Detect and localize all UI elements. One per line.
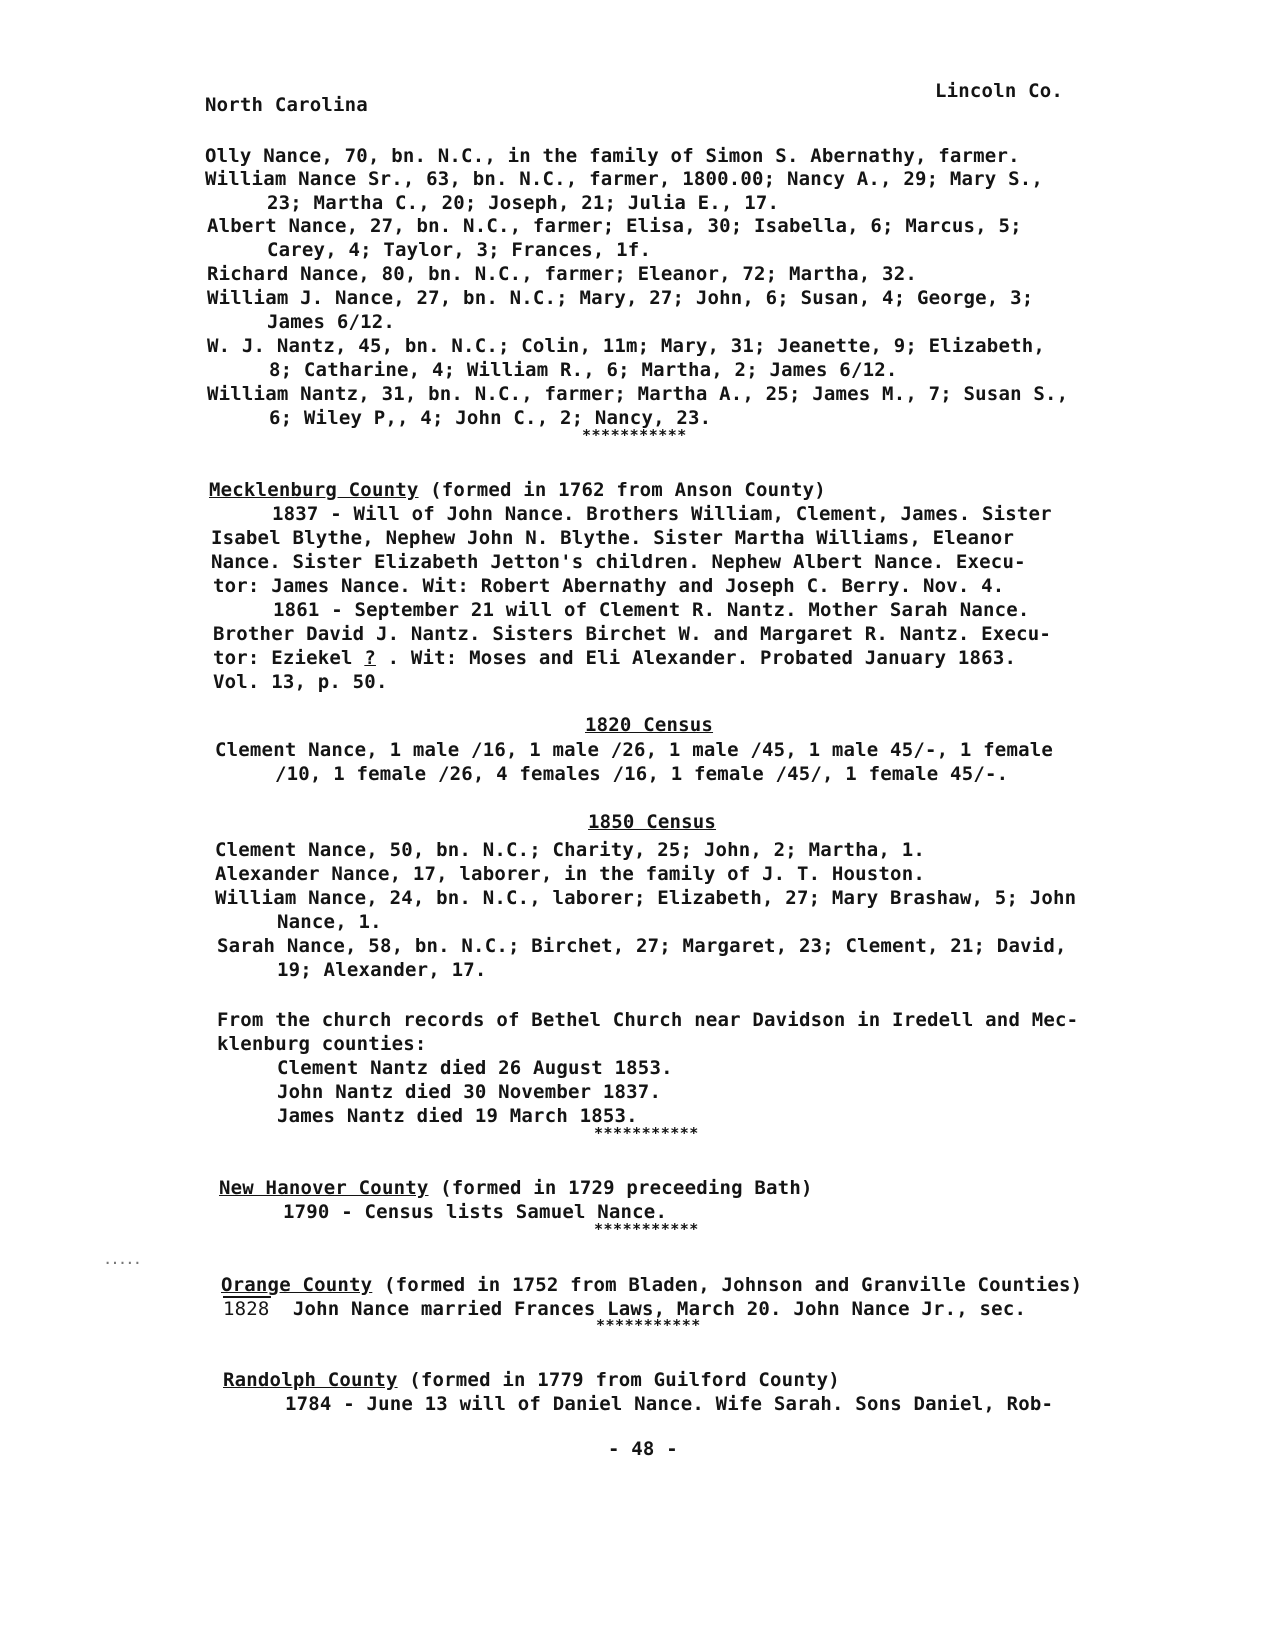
census-line: Clement Nance, 50, bn. N.C.; Charity, 25; John, 2; Martha, 1. [215, 839, 925, 861]
census-line: Alexander Nance, 17, laborer, in the family of J. T. Houston. [215, 863, 925, 885]
lincoln-line: William Nance Sr., 63, bn. N.C., farmer, 1800.00; Nancy A., 29; Mary S., [205, 168, 1044, 190]
census-1820-title: 1820 Census [585, 714, 714, 736]
census-line: William Nance, 24, bn. N.C., laborer; Elizabeth, 27; Mary Brashaw, 5; John [215, 887, 1077, 909]
will-line [213, 646, 1016, 670]
census-line: Nance, 1. [277, 911, 382, 933]
county-formed: (formed in 1752 from Bladen, Johnson and Granville Counties) [372, 1274, 1083, 1296]
mecklenburg-heading [209, 478, 826, 502]
page-number: - 48 - [608, 1438, 678, 1460]
census-line: Sarah Nance, 58, bn. N.C.; Birchet, 27; Margaret, 23; Clement, 21; David, [217, 935, 1067, 957]
lincoln-line: W. J. Nantz, 45, bn. N.C.; Colin, 11m; Mary, 31; Jeanette, 9; Elizabeth, [207, 335, 1046, 357]
randolph-heading [223, 1368, 840, 1392]
header-county: Lincoln Co. [935, 80, 1064, 102]
lincoln-line: 6; Wiley P,, 4; John C., 2; Nancy, 23. [269, 407, 712, 429]
will-line: 1861 - September 21 will of Clement R. Nantz. Mother Sarah Nance. [273, 599, 1030, 621]
lincoln-line: Carey, 4; Taylor, 3; Frances, 1f. [267, 239, 652, 261]
county-formed: (formed in 1762 from Anson County) [418, 479, 826, 501]
header-state: North Carolina [205, 94, 368, 116]
census-line: Clement Nance, 1 male /16, 1 male /26, 1 male /45, 1 male 45/-, 1 female [215, 739, 1054, 761]
section-separator: *********** [582, 426, 687, 444]
church-line: James Nantz died 19 March 1853. [277, 1105, 638, 1127]
will-text: . Wit: Moses and Eli Alexander. Probated January 1863. [375, 647, 1017, 669]
marriage-year: 1828 [223, 1298, 270, 1320]
county-name: Mecklenburg County [209, 479, 419, 501]
church-line: Clement Nantz died 26 August 1853. [277, 1057, 673, 1079]
will-line: Nance. Sister Elizabeth Jetton's children. Nephew Albert Nance. Execu- [211, 551, 1026, 573]
lincoln-line: James 6/12. [267, 311, 396, 333]
county-name: New Hanover County [219, 1177, 429, 1199]
county-formed: (formed in 1729 preceeding Bath) [428, 1177, 813, 1199]
will-line: tor: James Nance. Wit: Robert Abernathy and Joseph C. Berry. Nov. 4. [213, 575, 1005, 597]
church-line: From the church records of Bethel Church near Davidson in Iredell and Mec- [217, 1009, 1079, 1031]
will-text: tor: Eziekel [213, 647, 365, 669]
church-line: klenburg counties: [217, 1033, 427, 1055]
will-line: Vol. 13, p. 50. [213, 671, 388, 693]
unknown-name-blank: ? [364, 647, 376, 669]
lincoln-line: 8; Catharine, 4; William R., 6; Martha, 2; James 6/12. [269, 359, 898, 381]
county-name: Randolph County [223, 1369, 398, 1391]
section-separator: *********** [594, 1220, 699, 1238]
lincoln-line: 23; Martha C., 20; Joseph, 21; Julia E., 17. [267, 192, 780, 214]
margin-mark: ..... [104, 1253, 142, 1267]
will-line: Brother David J. Nantz. Sisters Birchet W. and Margaret R. Nantz. Execu- [213, 623, 1052, 645]
will-line: 1837 - Will of John Nance. Brothers William, Clement, James. Sister [272, 503, 1052, 525]
will-line: Isabel Blythe, Nephew John N. Blythe. Sister Martha Williams, Eleanor [211, 527, 1015, 549]
county-formed: (formed in 1779 from Guilford County) [397, 1369, 840, 1391]
new-hanover-heading [219, 1176, 813, 1200]
census-1850-title: 1850 Census [588, 811, 717, 833]
lincoln-line: Olly Nance, 70, bn. N.C., in the family of Simon S. Abernathy, farmer. [205, 145, 1020, 167]
census-line: /10, 1 female /26, 4 females /16, 1 female /45/, 1 female 45/-. [275, 763, 1009, 785]
will-line: 1784 - June 13 will of Daniel Nance. Wife Sarah. Sons Daniel, Rob- [285, 1393, 1054, 1415]
lincoln-line: Albert Nance, 27, bn. N.C., farmer; Elisa, 30; Isabella, 6; Marcus, 5; [207, 215, 1022, 237]
census-line: 19; Alexander, 17. [277, 959, 487, 981]
lincoln-line: William J. Nance, 27, bn. N.C.; Mary, 27; John, 6; Susan, 4; George, 3; [207, 287, 1034, 309]
church-line: John Nantz died 30 November 1837. [277, 1081, 662, 1103]
lincoln-line: Richard Nance, 80, bn. N.C., farmer; Eleanor, 72; Martha, 32. [207, 263, 917, 285]
county-name: Orange County [221, 1274, 373, 1296]
section-separator: *********** [596, 1316, 701, 1334]
year-rule [223, 1296, 271, 1298]
lincoln-line: William Nantz, 31, bn. N.C., farmer; Martha A., 25; James M., 7; Susan S., [207, 383, 1069, 405]
section-separator: *********** [594, 1124, 699, 1142]
marriage-text: John Nance married Frances Laws, March 20. John Nance Jr., sec. [292, 1298, 1027, 1320]
orange-heading [221, 1273, 1082, 1297]
census-line: 1790 - Census lists Samuel Nance. [283, 1201, 668, 1223]
